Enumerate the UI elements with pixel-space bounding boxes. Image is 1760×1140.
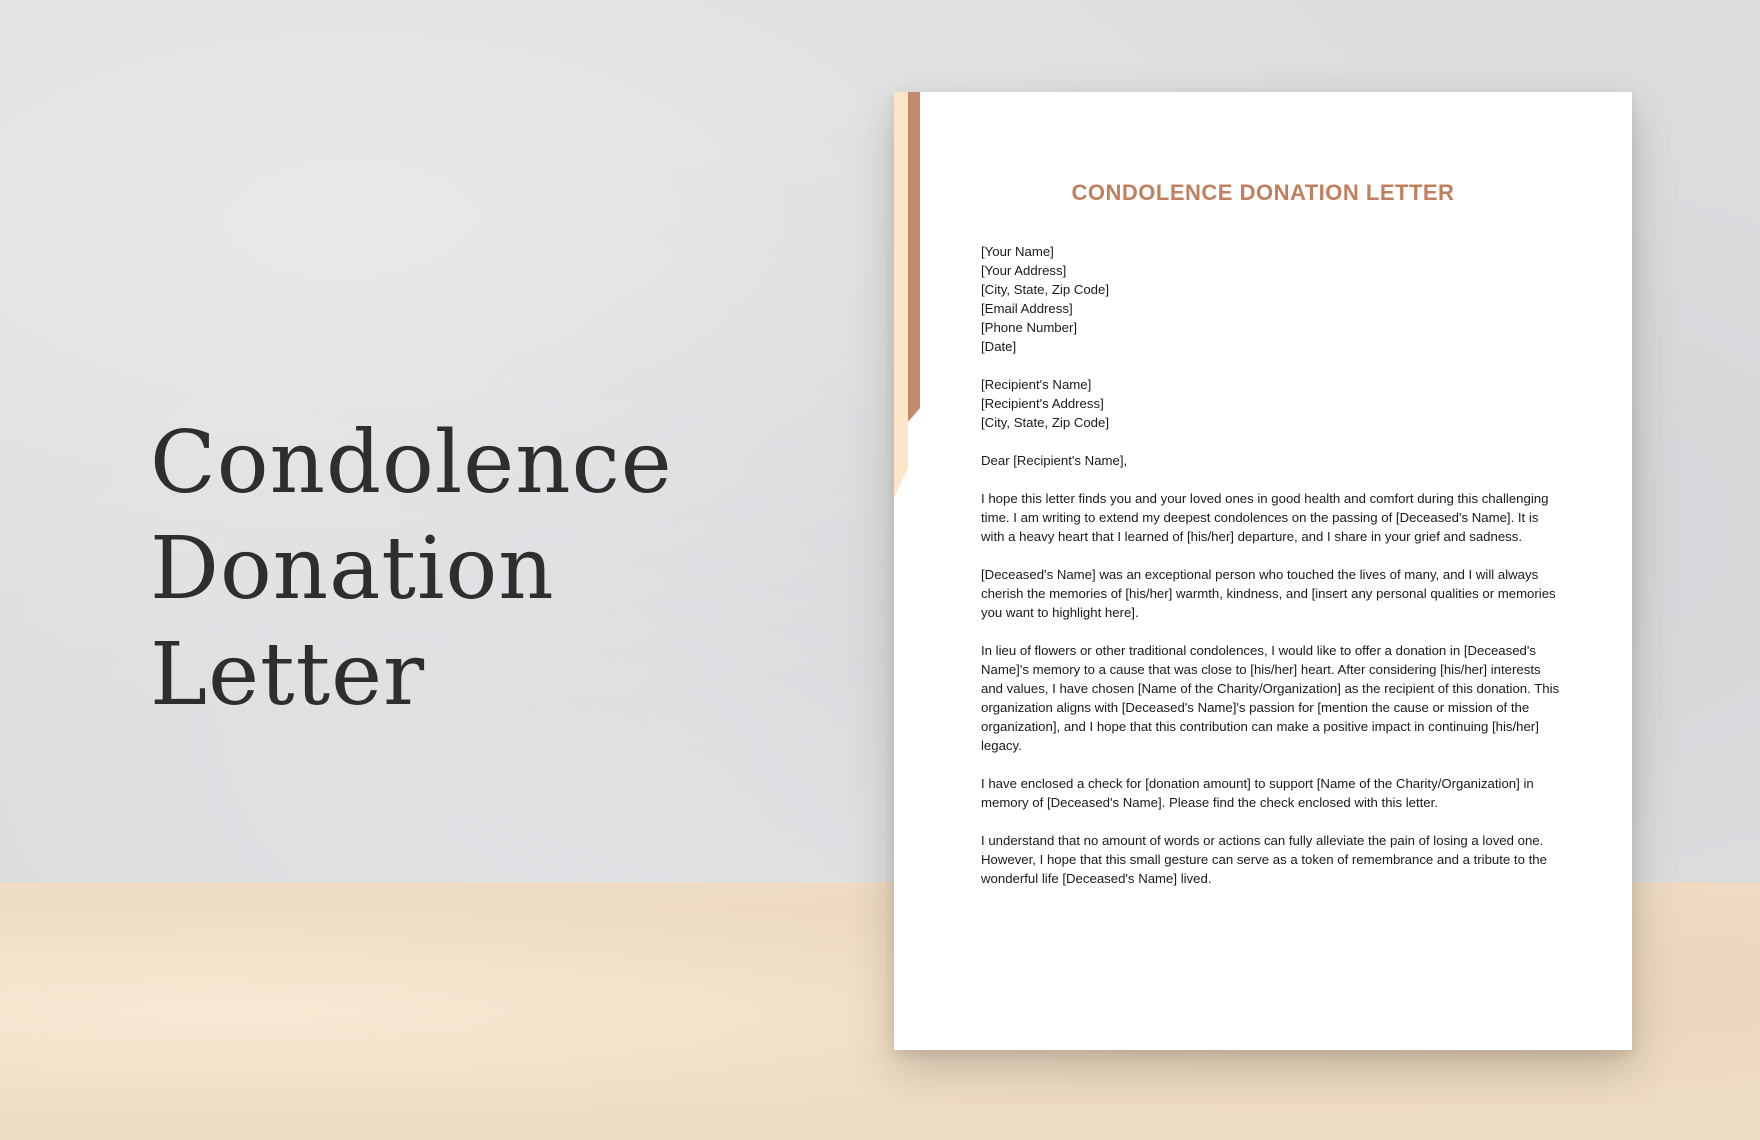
hero-title-line-2: Donation Letter bbox=[150, 519, 555, 725]
document-title: CONDOLENCE DONATION LETTER bbox=[1071, 180, 1455, 205]
recipient-block bbox=[981, 375, 1561, 432]
document-body bbox=[981, 242, 1561, 907]
decorative-stripe-cream-tip bbox=[894, 468, 908, 498]
sender-line: [Phone Number] bbox=[981, 320, 1078, 335]
hero-title bbox=[150, 410, 850, 728]
paragraph: In lieu of flowers or other traditional condolences, I would like to offer a donation in [Deceased's Name]'s memory to a cause that was close to [his/her] heart. After considering [his/her] interests and values, I have chosen [Name of the Charity/Organization] as the recipient of this donation. This organization aligns with [Deceased's Name]'s passion for [mention the cause or mission of the organization], and I hope that this contribution can make a positive impact in continuing [his/her] legacy. bbox=[981, 643, 1560, 753]
recipient-line: [Recipient's Name] bbox=[981, 377, 1092, 392]
decorative-stripe-brown bbox=[908, 92, 920, 408]
decorative-stripe-brown-tip bbox=[908, 408, 920, 422]
paragraph: I understand that no amount of words or actions can fully alleviate the pain of losing a loved one. However, I hope that this small gesture can serve as a token of remembrance and a tribute to the wonderful life [Deceased's Name] lived. bbox=[981, 833, 1547, 886]
paragraph: [Deceased's Name] was an exceptional person who touched the lives of many, and I will always cherish the memories of [his/her] warmth, kindness, and [insert any personal qualities or memories you want to highlight here]. bbox=[981, 567, 1556, 620]
sender-line: [Date] bbox=[981, 339, 1017, 354]
paragraph: I have enclosed a check for [donation amount] to support [Name of the Charity/Organization] in memory of [Deceased's Name]. Please find the check enclosed with this letter. bbox=[981, 776, 1534, 810]
recipient-line: [Recipient's Address] bbox=[981, 396, 1104, 411]
sender-block bbox=[981, 242, 1561, 356]
sender-line: [Email Address] bbox=[981, 301, 1073, 316]
decorative-stripe-cream bbox=[894, 92, 908, 468]
paragraph: I hope this letter finds you and your loved ones in good health and comfort during this challenging time. I am writing to extend my deepest condolences on the passing of [Deceased's Name]. It is with a heavy heart that I learned of [his/her] departure, and I share in your grief and sadness. bbox=[981, 491, 1549, 544]
sender-line: [City, State, Zip Code] bbox=[981, 282, 1110, 297]
sender-line: [Your Address] bbox=[981, 263, 1067, 278]
sender-line: [Your Name] bbox=[981, 244, 1054, 259]
recipient-line: [City, State, Zip Code] bbox=[981, 415, 1110, 430]
salutation: Dear [Recipient's Name], bbox=[981, 453, 1128, 468]
document-page bbox=[894, 92, 1632, 1050]
hero-title-line-1: Condolence bbox=[150, 413, 673, 513]
